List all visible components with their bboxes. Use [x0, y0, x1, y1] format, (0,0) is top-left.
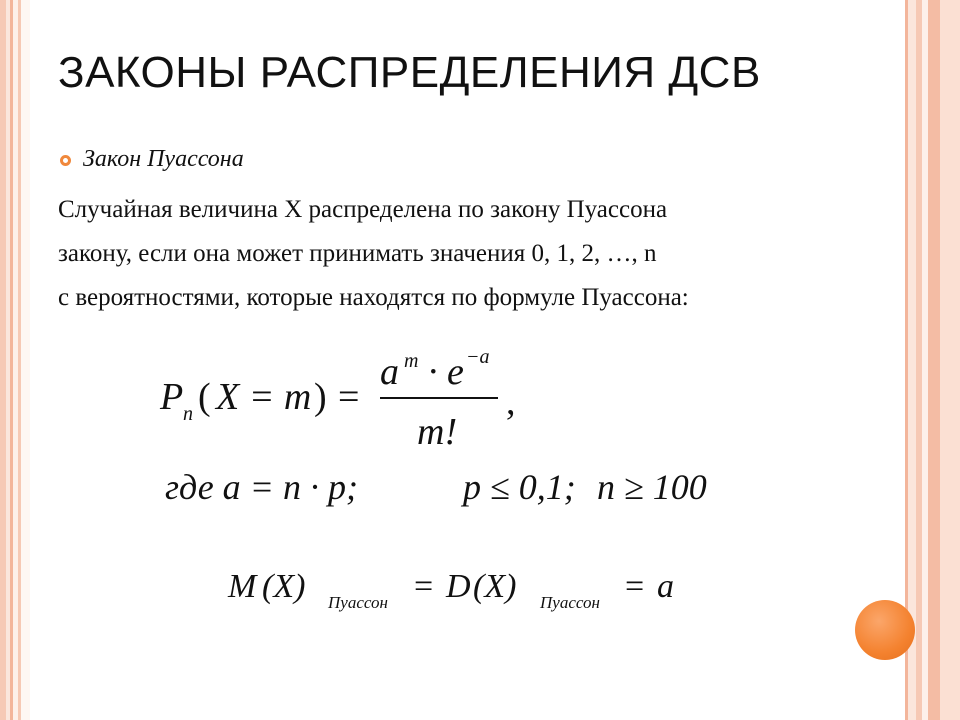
bullet-item: [60, 146, 244, 173]
formula-D-sub: Пуассон: [540, 593, 600, 612]
formula-D: D: [446, 568, 471, 605]
formula-lparen: (: [198, 376, 211, 418]
condition-where: где a = n · p;: [165, 467, 358, 507]
formula-M-arg: (X): [262, 568, 306, 605]
left-decorative-stripes: [0, 0, 30, 720]
formula-comma: ,: [506, 381, 516, 423]
formula-denominator: m!: [417, 411, 458, 453]
formula-rparen: ): [314, 376, 327, 418]
formula-x-eq-m: X = m: [216, 376, 312, 418]
formula-M: M: [228, 568, 257, 605]
formula-P: P: [160, 376, 184, 418]
slide-title: ЗАКОНЫ РАСПРЕДЕЛЕНИЯ ДСВ: [58, 48, 761, 97]
condition-n: n ≥ 100: [597, 467, 707, 507]
formula-equals: =: [338, 376, 360, 418]
circle-bullet-icon: [60, 155, 71, 166]
formula3-equals-1: =: [414, 568, 434, 605]
formula-a: a: [657, 568, 674, 605]
formula-M-sub: Пуассон: [328, 593, 388, 612]
body-line-3: с вероятностями, которые находятся по формуле Пуассона:: [58, 284, 689, 311]
formula-sup-m: m: [404, 350, 419, 372]
formula-D-arg: (X): [473, 568, 517, 605]
condition-p: p ≤ 0,1;: [463, 467, 576, 507]
orange-decorative-circle: [855, 600, 915, 660]
formula3-equals-2: =: [625, 568, 645, 605]
body-line-1: Случайная величина X распределена по закону Пуассона: [58, 196, 668, 223]
fraction-bar: [380, 397, 498, 399]
formula-dot-e: · e: [428, 351, 464, 393]
bullet-label: Закон Пуассона: [83, 146, 244, 172]
formula-sup-minus-a: −a: [466, 346, 490, 368]
formula-num-a: a: [380, 351, 399, 393]
formula-sub-n: n: [183, 403, 193, 425]
body-line-2: закону, если она может принимать значения 0, 1, 2, …, n: [58, 240, 657, 267]
